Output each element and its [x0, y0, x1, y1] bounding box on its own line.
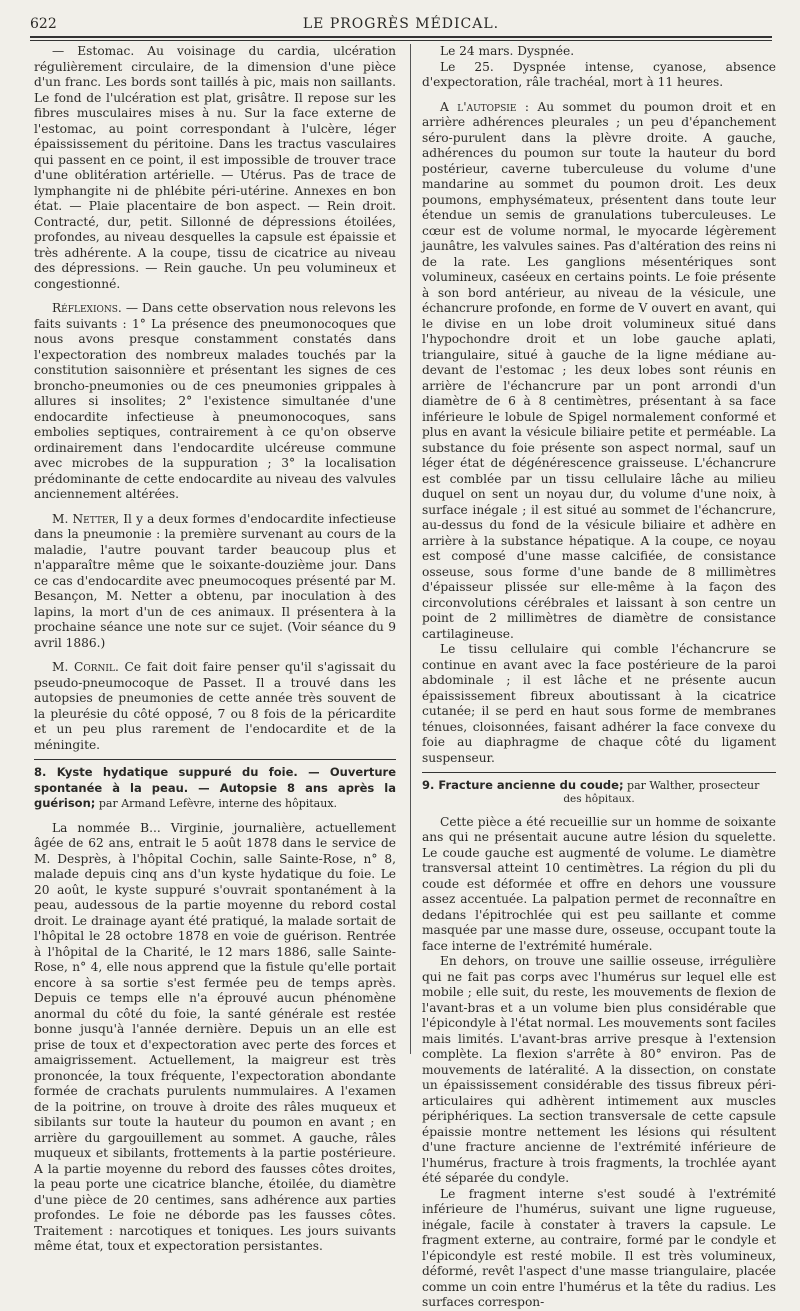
article9-paragraph-2: En dehors, on trouve une saillie osseuse, irrégulière qui ne fait pas corps avec l'humérus sur lequel elle est mobile ; elle suit, du reste, les mouvements de flexion de l'avant-bras et a un volume bien plus considérable que l'épicondyle à l'état normal. Les mouvements sont faciles mais limités. L'avant-bras arrive presque à l'extension complète. La flexion s'arrête à 80° environ. Pas de mouvements de latéralité. A la dissection, on constate un épaississement considérable des tissus fibreux péri-articulaires qui adhèrent intimement aux muscles périphériques. La section transversale de cette capsule épaissie montre nettement les lésions qui résultent d'une fracture ancienne de l'extrémité inférieure de l'humérus, fracture à trois fragments, la trochlée ayant été séparée du condyle. — [422, 954, 776, 1185]
article9-title: 9. Fracture ancienne du coude; — [422, 778, 624, 792]
article8-title: 8. Kyste hydatique suppuré du foie. — Ouverture spontanée à la peau. — Autopsie 8 ans après la guérison; — [34, 765, 396, 810]
article8-author: par Armand Lefèvre, interne des hôpitaux. — [95, 797, 338, 810]
article9-author: par Walther, prosecteur — [623, 779, 760, 792]
running-title: LE PROGRÈS MÉDICAL. — [302, 16, 500, 32]
article8-heading — [34, 765, 396, 812]
march-25-paragraph: Le 25. Dyspnée intense, cyanose, absence d'expectoration, râle trachéal, mort à 11 heures. — [422, 59, 776, 89]
cornil-text: Ce fait doit faire penser qu'il s'agissait du pseudo-pneumocoque de Passet. Il a trouvé dans les autopsies de pneumonies de cette année très souvent de la pleurésie du côté opposé, 7 ou 8 fois de la péricardite et un peu plus rarement de l'endocardite et de la méningite. — [34, 660, 396, 752]
autopsie-text: Au sommet du poumon droit et en arrière adhérences pleurales ; un peu d'épanchement séro-purulent dans la plèvre droite. A gauche, adhérences du poumon sur toute la hauteur du bord postérieur, caverne tuberculeuse du volume d'une mandarine au sommet du poumon droit. Les deux poumons, emphysémateux, présentent dans toute leur étendue un semis de granulations tuberculeuses. Le cœur est de volume normal, le myocarde légèrement jaunâtre, les valvules saines. Pas d'altération des reins ni de la rate. Les ganglions mésentériques sont volumineux, caséeux en certains points. Le foie présente à son bord antérieur, au niveau de la vésicule, une échancrure profonde, en forme de V ouvert en avant, qui le divise en un lobe droit volumineux situé dans l'hypochondre droit et un lobe gauche aplati, triangulaire, situé à gauche de la ligne médiane au-devant de l'estomac ; les deux lobes sont réunis en arrière de l'échancrure par un pont arrondi d'un diamètre de 6 à 8 centimètres, présentant à sa face inférieure le lobule de Spigel normalement conformé et plus en avant la vésicule biliaire petite et perméable. La substance du foie présente son aspect normal, sauf un léger état de dégénérescence graisseuse. L'échancrure est comblée par un tissu cellulaire lâche au milieu duquel on sent un noyau dur, du volume d'une noix, à surface inégale ; il est situé au sommet de l'échancrure, au-dessus du fond de la vésicule biliaire et adhère en arrière à la substance hépatique. A la coupe, ce noyau est composé d'une masse calcifiée, de consistance osseuse, sous forme d'une bande de 8 millimètres d'épaisseur plissée sur elle-même à la façon des circonvolutions cérébrales et laissant à son centre un point de 2 millimètres de diamètre de consistance cartilagineuse. — [422, 99, 777, 641]
reflexions-paragraph — [34, 301, 396, 503]
tissu-paragraph: Le tissu cellulaire qui comble l'échancrure se continue en avant avec la face postérieure de la paroi abdominale ; il est lâche et ne présente aucun épaississement fibreux aboutissant à la cicatrice cutanée; il se perd en haut sous forme de membranes ténues, cloisonnées, faisant adhérer la face convexe du foie au diaphragme de chaque côté du ligament suspenseur. — [422, 642, 776, 765]
header-rule-thick — [30, 36, 772, 38]
netter-label: M. Netter, — [52, 511, 120, 526]
cornil-paragraph — [34, 660, 396, 753]
march-24-paragraph: Le 24 mars. Dyspnée. — [440, 44, 575, 58]
page-number: 622 — [30, 16, 57, 32]
article9-heading — [422, 778, 776, 794]
header-rule-thin — [30, 40, 772, 41]
article9-paragraph-3: Le fragment interne s'est soudé à l'extrémité inférieure de l'humérus, suivant une ligne rugueuse, inégale, facile à constater à travers la capsule. Le fragment externe, au contraire, formé par le condyle et l'épicondyle est resté mobile. Il est très volumineux, déformé, revêt l'aspect d'une masse triangulaire, placée comme un coin entre l'humérus et la tête du radius. Les surfaces correspon- — [422, 1186, 776, 1309]
article-separator — [34, 759, 396, 760]
cornil-label: M. Cornil. — [52, 660, 119, 674]
left-column — [34, 44, 396, 1253]
autopsie-paragraph — [422, 100, 776, 643]
reflexions-text: — Dans cette observation nous relevons les faits suivants : 1° La présence des pneumonocoques que nous avons presque constamment constatés dans l'expectoration des nombreux malades touchés par la constitution saisonnière et présentant les signes de ces broncho-pneumonies ou de ces pneumonies grippales à allures si insolites; 2° l'existence simultanée d'une endocardite infectieuse à pneumonocoques, sans embolies septiques, contrairement à ce qu'on observe ordinairement dans l'endocardite ulcéreuse commune avec microbes de la suppuration ; 3° la localisation prédominante de cette endocardite au niveau des valvules anciennement altérées. — [34, 301, 396, 501]
reflexions-label: Réflexions. — [52, 301, 122, 315]
column-divider — [410, 44, 411, 1054]
article8-body: La nommée B... Virginie, journalière, actuellement âgée de 62 ans, entrait le 5 août 1878 dans le service de M. Desprès, à l'hôpital Cochin, salle Sainte-Rose, n° 8, malade depuis cinq ans d'un kyste hydatique du foie. Le 20 août, le kyste suppuré s'ouvrait spontanément à la peau, audessous de la partie moyenne du rebord costal droit. Le drainage ayant été pratiqué, la malade sortait de l'hôpital le 28 octobre 1878 en voie de guérison. Rentrée à l'hôpital de la Charité, le 12 mars 1886, salle Sainte-Rose, n° 4, elle nous apprend que la fistule qu'elle portait encore à sa sortie s'est fermée peu de temps après. Depuis ce temps elle n'a éprouvé aucun phénomène anormal du côté du foie, la santé générale est restée bonne jusqu'à l'année dernière. Depuis un an elle est prise de toux et d'expectoration avec perte des forces et amaigrissement. Actuellement, la maigreur est très prononcée, la toux fréquente, l'expectoration abondante formée de crachats purulents nummulaires. A l'examen de la poitrine, on trouve à droite des râles muqueux et sibilants sur toute la hauteur du poumon en avant ; en arrière du gargouillement au sommet. A gauche, râles muqueux et sibilants, frottements à la partie postérieure. A la partie moyenne du rebord des fausses côtes droites, la peau porte une cicatrice blanche, étoilée, du diamètre d'une pièce de 20 centimes, sans adhérence aux parties profondes. Le foie ne déborde pas les fausses côtes. Traitement : narcotiques et toniques. Les jours suivants même état, toux et expectoration persistantes. — [34, 820, 396, 1253]
netter-paragraph — [34, 512, 396, 652]
article9-paragraph-1: Cette pièce a été recueillie sur un homme de soixante ans qui ne présentait aucune autre lésion du squelette. Le coude gauche est augmenté de volume. Le diamètre transversal atteint 10 centimètres. La région du pli du coude est déformée et offre en dehors une voussure assez accentuée. La palpation permet de reconnaître en dedans l'épitrochlée qui est peu saillante et comme masquée par une masse dure, osseuse, occupant toute la face interne de l'extrémité humérale. — [422, 814, 776, 953]
article-separator — [422, 772, 776, 773]
stomach-paragraph: — Estomac. Au voisinage du cardia, ulcération régulièrement circulaire, de la dimension d'une pièce d'un franc. Les bords sont taillés à pic, mais non saillants. Le fond de l'ulcération est plat, grisâtre. Il repose sur les fibres musculaires mises à nu. Sur la face externe de l'estomac, au point correspondant à l'ulcère, léger épaississement du péritoine. Dans les tractus vasculaires qui passent en ce point, il est impossible de trouver trace d'une oblitération artérielle. — Utérus. Pas de trace de lymphangite ni de phlébite péri-utérine. Annexes en bon état. — Plaie placentaire de bon aspect. — Rein droit. Contracté, dur, petit. Sillonné de dépressions étoilées, profondes, au niveau desquelles la capsule est épaissie et très adhérente. A la coupe, tissu de cicatrice au niveau des dépressions. — Rein gauche. Un peu volumineux et congestionné. — [34, 44, 396, 291]
right-column — [422, 44, 777, 1309]
page-header — [30, 16, 772, 36]
autopsie-label: A l'autopsie : — [440, 99, 529, 114]
article9-author-line2: des hôpitaux. — [563, 792, 635, 805]
netter-text: Il y a deux formes d'endocardite infectieuse dans la pneumonie : la première survenant au cours de la maladie, l'autre pouvant tarder beaucoup plus et n'apparaître même que le soixante-douzième jour. Dans ce cas d'endocardite avec pneumocoques présenté par M. Besançon, M. Netter a obtenu, par inoculation à des lapins, la mort d'un de ces animaux. Il présentera à la prochaine séance une note sur ce sujet. (Voir séance du 9 avril 1886.) — [34, 511, 396, 650]
